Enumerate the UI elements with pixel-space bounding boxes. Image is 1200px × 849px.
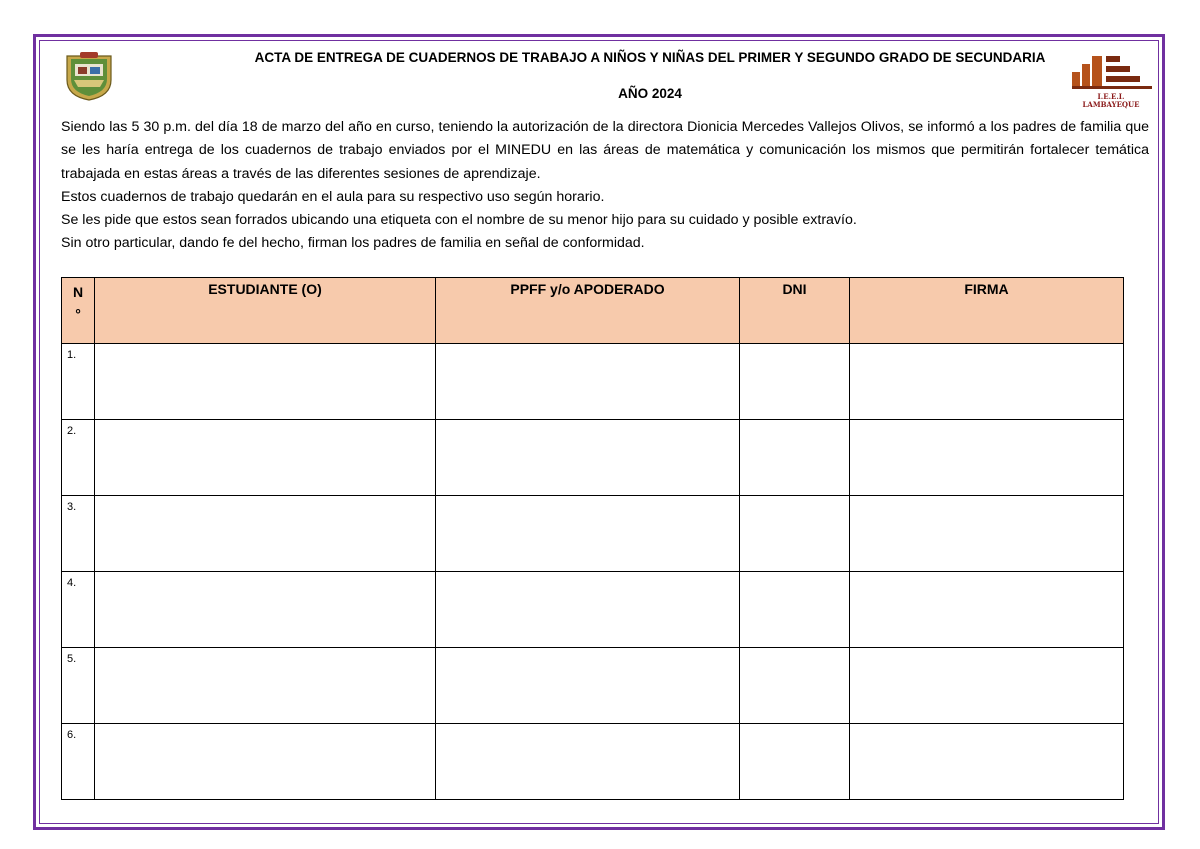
signature-cell[interactable] bbox=[850, 648, 1124, 724]
row-number-cell bbox=[62, 496, 95, 572]
guardian-cell[interactable] bbox=[436, 344, 740, 420]
column-header-dni: DNI bbox=[740, 278, 850, 344]
row-number: 6. bbox=[67, 729, 77, 741]
row-number-cell bbox=[62, 344, 95, 420]
paragraph-request: Se les pide que estos sean forrados ubicando una etiqueta con el nombre de su menor hijo para su cuidado y posible extravío. bbox=[61, 212, 857, 229]
paragraph-intro: Siendo las 5 30 p.m. del día 18 de marzo del año en curso, teniendo la autorización de la directora Dionicia Mercedes Vallejos Olivos, se informó a los padres de familia que se les haría entrega de los cuadernos de trabajo enviados por el MINEDU en las áreas de matemática y comunicación los mismos que permitirán fortalecer temática trabajada en estas áreas a través de las diferentes sesiones de aprendizaje. bbox=[61, 119, 1149, 182]
table-row bbox=[62, 648, 1124, 724]
row-number: 1. bbox=[67, 349, 77, 361]
column-header-guardian: PPFF y/o APODERADO bbox=[436, 278, 740, 344]
signature-cell[interactable] bbox=[850, 496, 1124, 572]
dni-cell[interactable] bbox=[740, 648, 850, 724]
dni-cell[interactable] bbox=[740, 724, 850, 800]
signature-cell[interactable] bbox=[850, 420, 1124, 496]
student-cell[interactable] bbox=[95, 420, 436, 496]
table-row bbox=[62, 344, 1124, 420]
row-number: 2. bbox=[67, 425, 77, 437]
document-body bbox=[61, 116, 1149, 256]
guardian-cell[interactable] bbox=[436, 724, 740, 800]
signature-cell[interactable] bbox=[850, 724, 1124, 800]
paragraph-usage: Estos cuadernos de trabajo quedarán en el aula para su respectivo uso según horario. bbox=[61, 188, 605, 205]
table-row bbox=[62, 420, 1124, 496]
student-cell[interactable] bbox=[95, 724, 436, 800]
column-header-number bbox=[62, 278, 95, 344]
logo-caption: I.E.E.I. LAMBAYEQUE bbox=[1082, 92, 1140, 109]
document-title: ACTA DE ENTREGA DE CUADERNOS DE TRABAJO A NIÑOS Y NIÑAS DEL PRIMER Y SEGUNDO GRADO DE SECUNDARIA bbox=[254, 50, 1046, 65]
table-row bbox=[62, 496, 1124, 572]
signature-cell[interactable] bbox=[850, 344, 1124, 420]
signature-cell[interactable] bbox=[850, 572, 1124, 648]
row-number: 4. bbox=[67, 577, 77, 589]
row-number-cell bbox=[62, 420, 95, 496]
guardian-cell[interactable] bbox=[436, 420, 740, 496]
dni-cell[interactable] bbox=[740, 496, 850, 572]
table-row bbox=[62, 572, 1124, 648]
student-cell[interactable] bbox=[95, 496, 436, 572]
dni-cell[interactable] bbox=[740, 344, 850, 420]
school-crest-logo bbox=[62, 50, 116, 102]
guardian-cell[interactable] bbox=[436, 648, 740, 724]
signature-table bbox=[61, 277, 1124, 800]
row-number-cell bbox=[62, 724, 95, 800]
column-header-student: ESTUDIANTE (O) bbox=[95, 278, 436, 344]
row-number: 5. bbox=[67, 653, 77, 665]
student-cell[interactable] bbox=[95, 344, 436, 420]
dni-cell[interactable] bbox=[740, 420, 850, 496]
row-number-cell bbox=[62, 572, 95, 648]
table-header-row bbox=[62, 278, 1124, 344]
dni-cell[interactable] bbox=[740, 572, 850, 648]
row-number: 3. bbox=[67, 501, 77, 513]
number-header-degree: ° bbox=[75, 306, 81, 322]
paragraph-closing: Sin otro particular, dando fe del hecho, firman los padres de familia en señal de conformidad. bbox=[61, 235, 645, 252]
student-cell[interactable] bbox=[95, 572, 436, 648]
row-number-cell bbox=[62, 648, 95, 724]
guardian-cell[interactable] bbox=[436, 572, 740, 648]
table-row bbox=[62, 724, 1124, 800]
student-cell[interactable] bbox=[95, 648, 436, 724]
column-header-signature: FIRMA bbox=[850, 278, 1124, 344]
document-year: AÑO 2024 bbox=[618, 86, 682, 101]
number-header-n: N bbox=[72, 284, 84, 300]
guardian-cell[interactable] bbox=[436, 496, 740, 572]
